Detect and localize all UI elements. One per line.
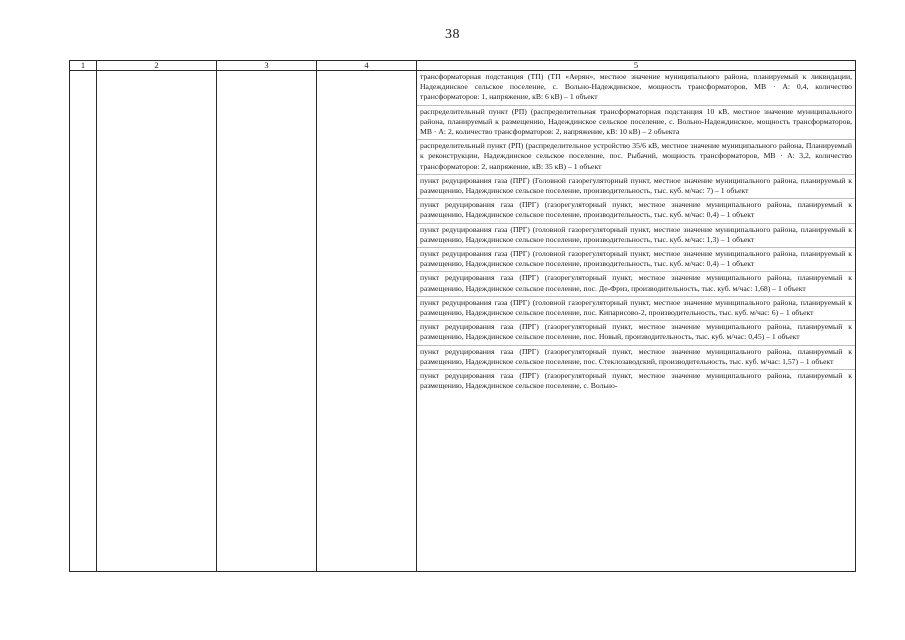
- cell-col-2: [97, 71, 217, 572]
- list-item: пункт редуцирования газа (ПРГ) (Головной газорегуляторный пункт, местное значение муниципального района, планируемый к размещению, Надеждинское сельское поселение, производительность, тыс. куб. м/час: 7) – 1 объект: [417, 175, 855, 199]
- cell-col-5: [417, 71, 856, 572]
- column-header-4: 4: [317, 61, 417, 71]
- list-item: пункт редуцирования газа (ПРГ) (газорегуляторный пункт, местное значение муниципального района, планируемый к размещению, Надеждинское сельское поселение, производительность, тыс. куб. м/час: 0,4) – 1 объект: [417, 199, 855, 223]
- entry-list: [417, 71, 855, 393]
- page-number: 38: [445, 27, 460, 42]
- header-row: [70, 61, 856, 71]
- list-item: трансформаторная подстанция (ТП) (ТП «Аерян», местное значение муниципального района, планируемый к ликвидации, Надеждинское сельское поселение, с. Вольно-Надеждинское, мощность трансформаторов, МВ · А: 0,4, количество трансформаторов: 1, напряжение, кВ: 6 кВ) – 1 объект: [417, 71, 855, 106]
- column-header-1: 1: [70, 61, 97, 71]
- list-item: пункт редуцирования газа (ПРГ) (головной газорегуляторный пункт, местное значение муниципального района, планируемый к размещению, Надеждинское сельское поселение, пос. Кипарисово-2, производительность, тыс. куб. м/час: 6) – 1 объект: [417, 297, 855, 321]
- cell-col-4: [317, 71, 417, 572]
- list-item: пункт редуцирования газа (ПРГ) (газорегуляторный пункт, местное значение муниципального района, планируемый к размещению, Надеждинское сельское поселение, пос. Новый, производительность, тыс. куб. м/час: 0,45) – 1 объект: [417, 321, 855, 345]
- column-header-3: 3: [217, 61, 317, 71]
- list-item: распределительный пункт (РП) (распределительная трансформаторная подстанция 10 кВ, местное значение муниципального района, планируемый к размещению, Надеждинское сельское поселение, с. Вольно-Надеждинское, мощность трансформаторов, МВ · А: 2, количество трансформаторов: 2, напряжение, кВ: 10 кВ) – 2 объекта: [417, 106, 855, 141]
- cell-col-3: [217, 71, 317, 572]
- table-row: [70, 71, 856, 572]
- list-item: пункт редуцирования газа (ПРГ) (головной газорегуляторный пункт, местное значение муниципального района, планируемый к размещению, Надеждинское сельское поселение, производительность, тыс. куб. м/час: 1,3) – 1 объект: [417, 224, 855, 248]
- list-item: пункт редуцирования газа (ПРГ) (газорегуляторный пункт, местное значение муниципального района, планируемый к размещению, Надеждинское сельское поселение, пос. Стеклозаводский, производительность, тыс. куб. м/час: 1,57) – 1 объект: [417, 346, 855, 370]
- list-item: пункт редуцирования газа (ПРГ) (газорегуляторный пункт, местное значение муниципального района, планируемый к размещению, Надеждинское сельское поселение, пос. Де-Фриз, производительность, тыс. куб. м/час: 1,68) – 1 объект: [417, 272, 855, 296]
- list-item: пункт редуцирования газа (ПРГ) (головной газорегуляторный пункт, местное значение муниципального района, планируемый к размещению, Надеждинское сельское поселение, производительность, тыс. куб. м/час: 0,4) – 1 объект: [417, 248, 855, 272]
- column-header-2: 2: [97, 61, 217, 71]
- list-item: распределительный пункт (РП) (распределительное устройство 35/6 кВ, местное значение муниципального района, Планируемый к реконструкции, Надеждинское сельское поселение, пос. Рыбачий, мощность трансформаторов, МВ · А: 3,2, количество трансформаторов: 2, напряжение, кВ: 35 кВ) – 1 объект: [417, 140, 855, 175]
- document-table: [69, 60, 856, 572]
- column-header-5: 5: [417, 61, 856, 71]
- cell-col-1: [70, 71, 97, 572]
- list-item: пункт редуцирования газа (ПРГ) (газорегуляторный пункт, местное значение муниципального района, планируемый к размещению, Надеждинское сельское поселение, с. Вольно-: [420, 371, 852, 391]
